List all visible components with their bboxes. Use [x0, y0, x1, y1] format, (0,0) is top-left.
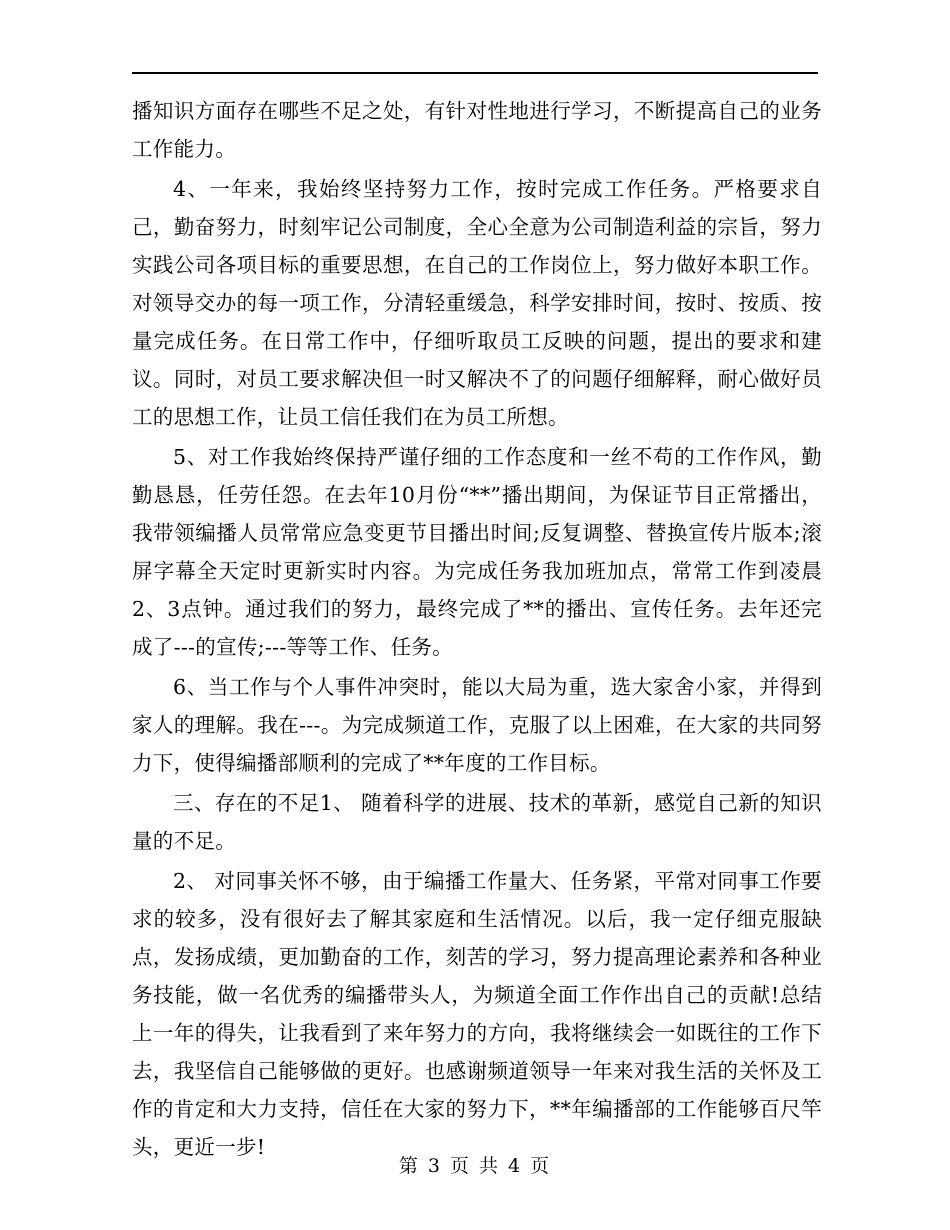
header-divider	[132, 72, 818, 74]
paragraph-continuation: 播知识方面存在哪些不足之处，有针对性地进行学习，不断提高自己的业务工作能力。	[132, 99, 822, 161]
page-footer: 第 3 页 共 4 页	[398, 1155, 552, 1177]
document-body	[132, 92, 822, 1168]
paragraph-item-2: 2、 对同事关怀不够，由于编播工作量大、任务紧，平常对同事工作要求的较多，没有很好去了解其家庭和生活情况。以后，我一定仔细克服缺点，发扬成绩，更加勤奋的工作，刻苦的学习，努力提高理论素养和各种业务技能，做一名优秀的编播带头人，为频道全面工作作出自己的贡献!总结上一年的得失，让我看到了来年努力的方向，我将继续会一如既往的工作下去，我坚信自己能够做的更好。也感谢频道领导一年来对我生活的关怀及工作的肯定和大力支持，信任在大家的努力下，**年编播部的工作能够百尺竿头，更近一步!	[132, 869, 822, 1159]
paragraph-item-6: 6、当工作与个人事件冲突时，能以大局为重，选大家舍小家，并得到家人的理解。我在---。为完成频道工作，克服了以上困难，在大家的共同努力下，使得编播部顺利的完成了**年度的工作目标。	[132, 675, 822, 775]
paragraph-item-5: 5、对工作我始终保持严谨仔细的工作态度和一丝不苟的工作作风，勤勤恳恳，任劳任怨。在去年10月份“**”播出期间，为保证节目正常播出，我带领编播人员常常应急变更节目播出时间;反复调整、替换宣传片版本;滚屏字幕全天定时更新实时内容。为完成任务我加班加点，常常工作到凌晨2、3点钟。通过我们的努力，最终完成了**的播出、宣传任务。去年还完成了---的宣传;---等等工作、任务。	[132, 445, 822, 659]
paragraph-item-4: 4、一年来，我始终坚持努力工作，按时完成工作任务。严格要求自己，勤奋努力，时刻牢记公司制度，全心全意为公司制造利益的宗旨，努力实践公司各项目标的重要思想，在自己的工作岗位上，努力做好本职工作。对领导交办的每一项工作，分清轻重缓急，科学安排时间，按时、按质、按量完成任务。在日常工作中，仔细听取员工反映的问题，提出的要求和建议。同时，对员工要求解决但一时又解决不了的问题仔细解释，耐心做好员工的思想工作，让员工信任我们在为员工所想。	[132, 177, 822, 429]
paragraph-section-three: 三、存在的不足1、 随着科学的进展、技术的革新，感觉自己新的知识量的不足。	[132, 791, 822, 853]
